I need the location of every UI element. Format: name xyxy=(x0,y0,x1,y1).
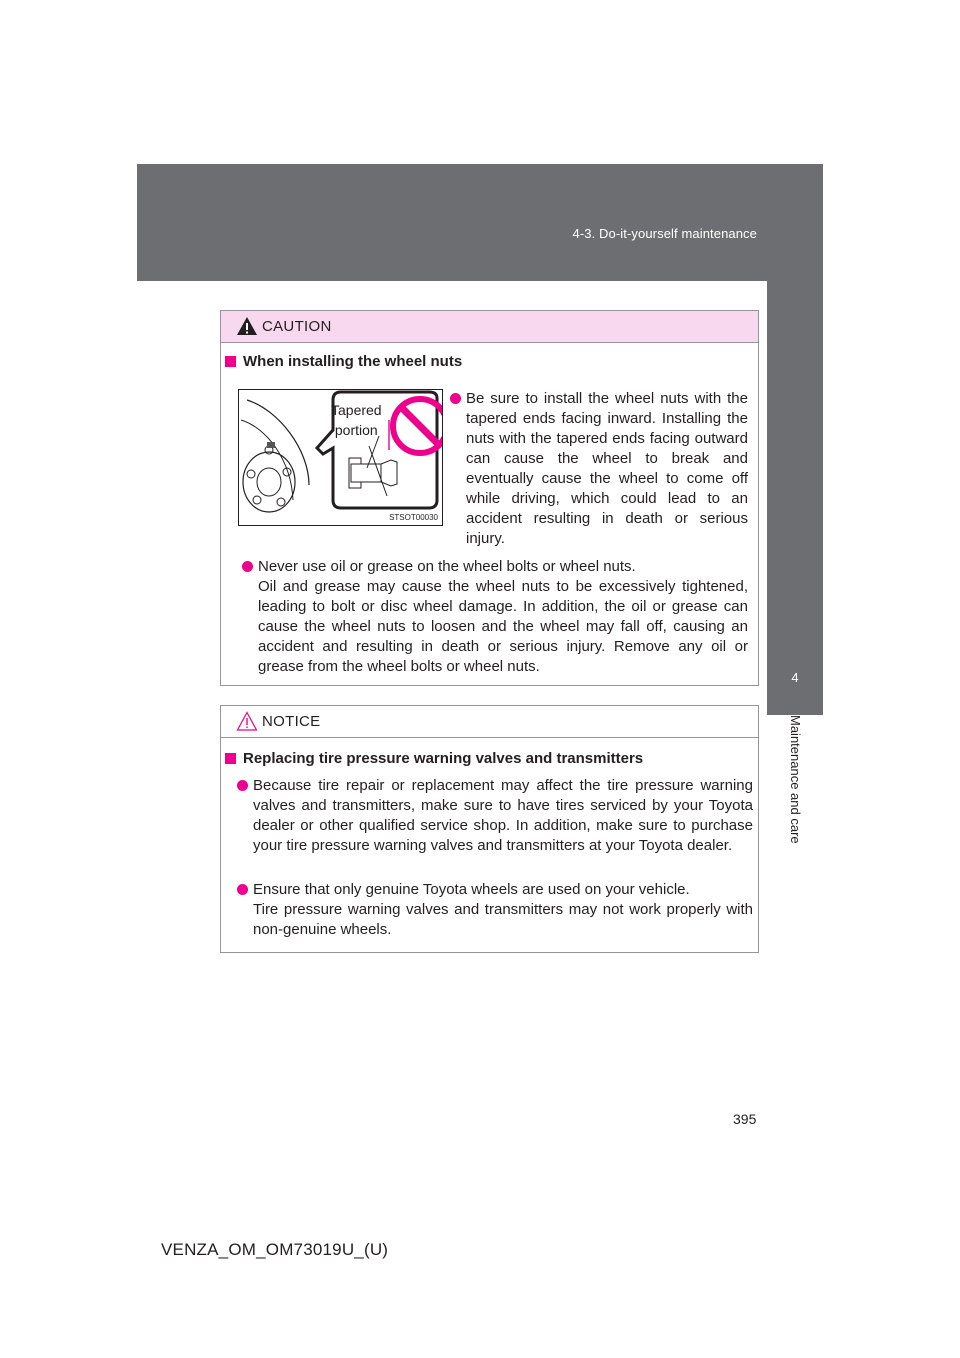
round-bullet-icon xyxy=(242,561,253,572)
square-bullet-icon xyxy=(225,356,236,367)
footer-code: VENZA_OM_OM73019U_(U) xyxy=(161,1240,389,1259)
caution-header xyxy=(221,311,758,343)
round-bullet-icon xyxy=(450,393,461,404)
notice-header xyxy=(221,706,758,738)
notice-section-title xyxy=(223,750,643,767)
notice-item-1-text: Because tire repair or replacement may affect the tire pressure warning valves and transmitters, make sure to have tires serviced by your Toyota dealer or other qualified service shop. In addition, make sure to purchase your tire pressure warning valves and transmitters at your Toyota dealer. xyxy=(253,777,753,854)
notice-triangle-icon xyxy=(236,711,258,731)
caution-box xyxy=(220,310,759,686)
figure-callout-label xyxy=(331,400,382,440)
notice-item-2-body: Tire pressure warning valves and transmitters may not work properly with non-genuine wheels. xyxy=(253,901,753,938)
caution-section-title xyxy=(223,353,462,370)
chapter-number: 4 xyxy=(791,670,799,685)
round-bullet-icon xyxy=(237,780,248,791)
caution-item-1 xyxy=(466,389,748,549)
chapter-tab xyxy=(767,281,823,715)
square-bullet-icon xyxy=(225,753,236,764)
page-number: 395 xyxy=(733,1111,757,1127)
chapter-label xyxy=(767,715,823,895)
caution-item-2-body: Oil and grease may cause the wheel nuts to be excessively tightened, leading to bolt or disc wheel damage. In addition, the oil or grease can cause the wheel nuts to loosen and the wheel may fall off, causing an accident and resulting in death or serious injury. Remove any oil or grease from the wheel bolts or wheel nuts. xyxy=(258,578,748,675)
round-bullet-icon xyxy=(237,884,248,895)
figure-callout-line2: portion xyxy=(334,422,378,438)
section-title-header: 4-3. Do-it-yourself maintenance xyxy=(572,226,757,241)
notice-box xyxy=(220,705,759,953)
notice-item-1 xyxy=(253,776,753,856)
header-band xyxy=(137,164,823,281)
notice-item-2-title: Ensure that only genuine Toyota wheels are used on your vehicle. xyxy=(253,881,690,898)
caution-item-2 xyxy=(258,557,748,677)
caution-item-2-title: Never use oil or grease on the wheel bolts or wheel nuts. xyxy=(258,558,636,575)
chapter-label-text: Maintenance and care xyxy=(788,715,803,844)
notice-section-title-text: Replacing tire pressure warning valves and transmitters xyxy=(243,750,644,767)
figure-callout-line1: Tapered xyxy=(331,402,382,418)
caution-section-title-text: When installing the wheel nuts xyxy=(243,353,463,370)
figure-code: STSOT00030 xyxy=(389,513,438,522)
wheel-nut-figure xyxy=(238,389,443,526)
caution-heading: CAUTION xyxy=(262,318,332,335)
caution-item-1-text: Be sure to install the wheel nuts with the tapered ends facing inward. Installing the nuts with the tapered ends facing outward can cause the wheel to break and eventually cause the wheel to come off while driving, which could lead to an accident resulting in death or serious injury. xyxy=(466,390,748,547)
warning-triangle-icon xyxy=(236,316,258,336)
notice-heading: NOTICE xyxy=(262,713,321,730)
notice-item-2 xyxy=(253,880,753,940)
